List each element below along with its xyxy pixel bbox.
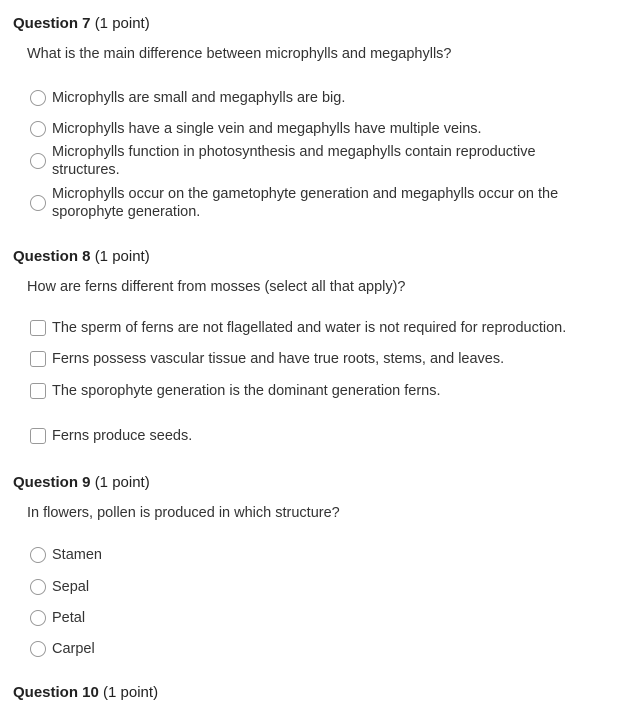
q9-option-3[interactable]: [30, 609, 590, 627]
question-8-heading: [13, 248, 150, 265]
question-points: (1 point): [94, 248, 150, 265]
question-points: (1 point): [94, 474, 150, 491]
option-label: Microphylls have a single vein and megaphylls have multiple veins.: [52, 121, 482, 137]
checkbox[interactable]: [30, 383, 46, 399]
question-title: Question 10: [13, 684, 99, 701]
option-label: Sepal: [52, 579, 90, 595]
question-title: Question 8: [13, 248, 91, 265]
option-label: Petal: [52, 610, 86, 626]
question-9-heading: [13, 474, 150, 491]
radio-button[interactable]: [30, 121, 46, 137]
q8-option-2[interactable]: [30, 350, 590, 368]
q7-option-2[interactable]: [30, 120, 590, 138]
question-9-prompt: In flowers, pollen is produced in which structure?: [27, 505, 340, 521]
option-label: Microphylls are small and megaphylls are big.: [52, 90, 346, 106]
q8-option-3[interactable]: [30, 382, 590, 400]
question-7-prompt: What is the main difference between microphylls and megaphylls?: [27, 46, 452, 62]
q7-option-3[interactable]: [30, 143, 560, 179]
question-7-heading: [13, 15, 150, 32]
q7-option-1[interactable]: [30, 89, 590, 107]
question-10-heading: [13, 684, 158, 701]
radio-button[interactable]: [30, 610, 46, 626]
question-title: Question 9: [13, 474, 91, 491]
question-title: Question 7: [13, 15, 91, 32]
checkbox[interactable]: [30, 428, 46, 444]
q9-option-4[interactable]: [30, 640, 590, 658]
q9-option-1[interactable]: [30, 546, 590, 564]
option-label: Microphylls occur on the gametophyte generation and megaphylls occur on the sporophyte generation.: [52, 186, 559, 220]
option-label: Ferns possess vascular tissue and have true roots, stems, and leaves.: [52, 351, 505, 367]
q9-option-2[interactable]: [30, 578, 590, 596]
radio-button[interactable]: [30, 579, 46, 595]
option-label: The sporophyte generation is the dominant generation ferns.: [52, 383, 441, 399]
q8-option-1[interactable]: [30, 319, 630, 337]
radio-button[interactable]: [30, 195, 46, 211]
option-label: Ferns produce seeds.: [52, 428, 193, 444]
radio-button[interactable]: [30, 90, 46, 106]
option-label: The sperm of ferns are not flagellated and water is not required for reproduction.: [52, 320, 567, 336]
question-points: (1 point): [94, 15, 150, 32]
radio-button[interactable]: [30, 641, 46, 657]
radio-button[interactable]: [30, 153, 46, 169]
option-label: Carpel: [52, 641, 95, 657]
q7-option-4[interactable]: [30, 185, 580, 221]
option-label: Stamen: [52, 547, 102, 563]
option-label: Microphylls function in photosynthesis and megaphylls contain reproductive structures.: [52, 144, 536, 178]
question-8-prompt: How are ferns different from mosses (select all that apply)?: [27, 279, 406, 295]
radio-button[interactable]: [30, 547, 46, 563]
q8-option-4[interactable]: [30, 427, 590, 445]
question-points: (1 point): [103, 684, 159, 701]
checkbox[interactable]: [30, 320, 46, 336]
checkbox[interactable]: [30, 351, 46, 367]
